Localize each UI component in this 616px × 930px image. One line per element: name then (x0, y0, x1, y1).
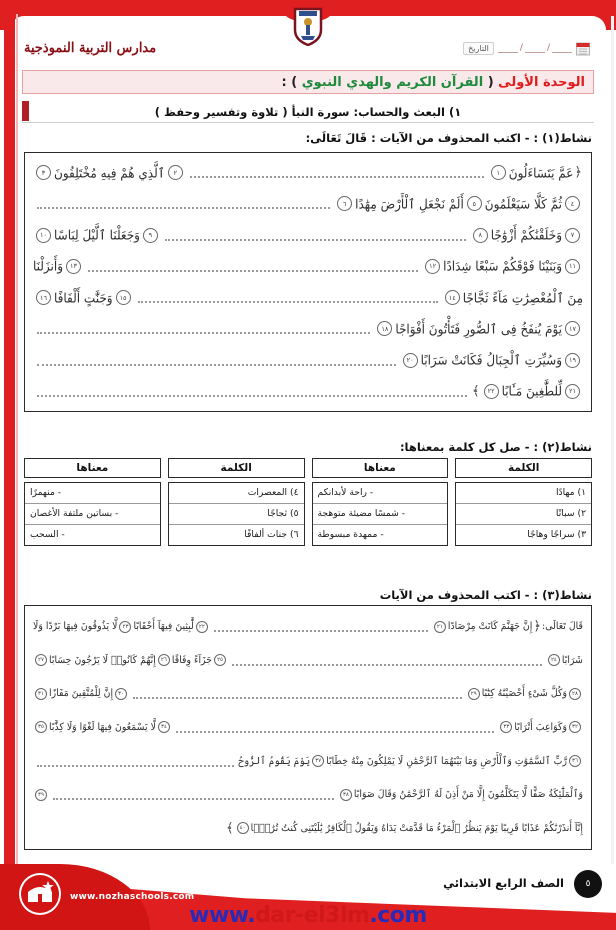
ayah-number: ١٠ (36, 228, 51, 243)
school-shield-emblem-icon (293, 6, 323, 46)
verse-line (33, 811, 583, 845)
ayah-number: ٣٣ (500, 721, 512, 733)
activity-3-label: نشاط(٣) : - اكتب المحذوف من الآيات (379, 588, 592, 602)
ayah-text: إِنَّ جَهَنَّمَ كَانَتْ مِرْصَادًا (447, 620, 533, 633)
word-cell[interactable]: ٦) جنات ألفافًا (244, 529, 299, 540)
ayah-number: ٢٧ (35, 654, 47, 666)
verse-line (33, 157, 583, 188)
ayah-text: وَكُلَّ شَىْءٍ أَحْصَيْنَٰهُ كِتَٰبًا (481, 687, 567, 700)
page-number-badge: ٥ (574, 870, 602, 898)
ayah-number: ٣٦ (569, 755, 581, 767)
answer-blank[interactable] (138, 292, 438, 303)
ayah-number: ٣٢ (569, 721, 581, 733)
ayah-text: لَّا يَذُوقُونَ فِيهَا بَرْدًا وَلَا (33, 620, 118, 633)
verse-line (33, 644, 583, 678)
ayah-number: ١٤ (445, 290, 460, 305)
lesson-red-tick (22, 101, 29, 121)
ayah-number: ١١ (565, 259, 580, 274)
activity-1-label: نشاط(١) : - اكتب المحذوف من الآيات : قَالَ تَعَالَى: (305, 131, 592, 145)
ayah-text: وَجَعَلْنَا ٱلَّيْلَ لِبَاسًا (54, 227, 140, 243)
unit-paren-close: ) (291, 74, 298, 90)
answer-blank[interactable] (37, 756, 234, 767)
word-column-body (455, 482, 592, 546)
word-column-header: الكلمة (455, 458, 592, 478)
quran-bracket: ﴿ (574, 165, 582, 181)
date-separator-2: / (519, 43, 523, 53)
ayah-number: ٣٧ (312, 755, 324, 767)
meaning-column-header: معناها (312, 458, 449, 478)
word-cell[interactable]: ٢) سباتًا (456, 504, 591, 525)
answer-blank[interactable] (37, 323, 370, 334)
meaning-column-body (24, 482, 161, 546)
verse-line (33, 376, 583, 407)
ayah-number: ١٨ (377, 321, 392, 336)
ayah-text: وَسُيِّرَتِ ٱلْجِبَالُ فَكَانَتْ سَرَابًا (420, 352, 562, 368)
verse-line (33, 220, 583, 251)
answer-blank[interactable] (190, 167, 484, 178)
ayah-text: أَلَمْ نَجْعَلِ ٱلْأَرْضَ مِهَٰدًا (355, 196, 464, 212)
ayah-number: ٢٩ (468, 688, 480, 700)
watermark-domain: dar-el3lm (255, 903, 370, 928)
ayah-text: ٱلَّذِي هُمْ فِيهِ مُخْتَلِفُونَ (54, 165, 165, 181)
ayah-number: ٤ (565, 196, 580, 211)
ayah-text: عَمَّ يَتَسَاءَلُونَ (508, 165, 574, 181)
word-cell[interactable]: ٥) ثجاجًا (169, 504, 304, 525)
verse-line (33, 744, 583, 778)
ayah-text: ثُمَّ كَلَّا سَيَعْلَمُونَ (484, 196, 562, 212)
ayah-number: ٣٠ (115, 688, 127, 700)
ayah-number: ٣٩ (35, 789, 47, 801)
ayah-number: ٢٨ (569, 688, 581, 700)
ayah-number: ٢١ (565, 384, 580, 399)
lesson-title-bar (22, 101, 594, 123)
watermark-tld: .com (369, 903, 427, 928)
ayah-number: ١ (491, 165, 506, 180)
verse-line (33, 345, 583, 376)
activity-3-verses-box (24, 605, 592, 850)
unit-colon: : (281, 74, 287, 90)
verse-line (33, 188, 583, 219)
watermark-prefix: www. (189, 903, 256, 928)
ayah-number: ٣٤ (158, 721, 170, 733)
lesson-title: ١) البعث والحساب: سورة النبأ ( تلاوة وتفسير وحفظ ) (154, 104, 462, 119)
unit-title (282, 75, 585, 90)
quran-bracket: ﴾ (226, 820, 234, 836)
activity-1-verses-box (24, 152, 592, 412)
ayah-number: ٣٥ (35, 721, 47, 733)
right-page-edge (611, 16, 614, 864)
ayah-text: وَأَنزَلْنَا (33, 258, 64, 274)
school-website-link[interactable]: www.nozhaschools.com (70, 892, 195, 902)
ayah-number: ٨ (473, 228, 488, 243)
date-separator-1: / (546, 43, 550, 53)
ayah-number: ٢٥ (214, 654, 226, 666)
ayah-number: ١٧ (565, 321, 580, 336)
ayah-number: ٦ (337, 196, 352, 211)
meaning-cell[interactable]: - شمسًا مضيئة متوهجة (313, 504, 448, 525)
answer-blank[interactable] (37, 198, 330, 209)
unit-title-bar (22, 70, 594, 94)
meaning-cell[interactable]: - منهمرًا (25, 483, 160, 504)
ayah-text: مِنَ ٱلْمُعْصِرَٰتِ مَآءً ثَجَّاجًا (462, 290, 583, 306)
matching-tables-area (24, 458, 592, 546)
unit-title-main: الوحدة الأولى (498, 74, 585, 90)
quran-bracket: ﴿ (533, 619, 542, 635)
date-month-slot[interactable] (525, 43, 545, 53)
ayah-text: قَالَ تَعَالَى: (542, 620, 583, 633)
meaning-cell[interactable]: - راحة لأبدانكم (313, 483, 448, 504)
answer-blank[interactable] (214, 621, 428, 632)
ayah-number: ٢٠ (403, 353, 418, 368)
meaning-cell[interactable]: - ممهدة مبسوطة (317, 529, 384, 540)
ayah-number: ٢١ (434, 621, 446, 633)
calendar-icon (576, 41, 590, 56)
answer-blank[interactable] (37, 355, 396, 366)
ayah-text: شَرَابًا (561, 654, 583, 667)
ayah-text: وَبَنَيْنَا فَوْقَكُمْ سَبْعًا شِدَادًا (443, 258, 562, 274)
verse-line (33, 711, 583, 745)
meaning-column-header: معناها (24, 458, 161, 478)
answer-blank[interactable] (53, 789, 334, 800)
quran-bracket: ﴾ (471, 383, 480, 399)
ayah-number: ٢٢ (484, 384, 499, 399)
ayah-number: ٣١ (35, 688, 47, 700)
answer-blank[interactable] (232, 655, 542, 666)
meaning-cell[interactable]: - بساتين ملتفة الأغصان (25, 504, 160, 525)
ayah-number: ٥ (467, 196, 482, 211)
date-year-slot[interactable] (552, 43, 572, 53)
word-column-table-left (168, 458, 305, 546)
ayah-text: إِنَّ لِلْمُتَّقِينَ مَفَازًا (49, 687, 114, 700)
verse-line (33, 778, 583, 812)
site-watermark (0, 903, 616, 928)
school-emblem (284, 2, 332, 60)
answer-blank[interactable] (165, 230, 466, 241)
ayah-text: وَٱلْمَلَٰٓئِكَةُ صَفًّا لَّا يَتَكَلَّمُونَ إِلَّا مَنْ أَذِنَ لَهُ ٱلرَّحْمَٰنُ وَقَالَ صَوَابًا (353, 788, 583, 801)
meaning-column-body (312, 482, 449, 546)
word-column-body (168, 482, 305, 546)
answer-blank[interactable] (176, 722, 494, 733)
answer-blank[interactable] (133, 688, 462, 699)
word-column-table-right (455, 458, 592, 546)
ayah-text: لِّلطَّٰغِينَ مَـَٔابًا (501, 383, 562, 399)
ayah-text: لَّٰبِثِينَ فِيهَآ أَحْقَابًا (133, 620, 194, 633)
ayah-number: ٢٦ (158, 654, 170, 666)
word-column-header: الكلمة (168, 458, 305, 478)
word-cell[interactable]: ٤) المعصرات (169, 483, 304, 504)
unit-title-green: القرآن الكريم والهدي النبوي (301, 74, 484, 90)
page-footer (0, 858, 616, 930)
meaning-column-table-right (312, 458, 449, 546)
ayah-number: ١٩ (565, 353, 580, 368)
ayah-number: ٢٢ (196, 621, 208, 633)
ayah-number: ٣ (36, 165, 51, 180)
unit-paren-open: ( (487, 74, 494, 90)
ayah-text: جَزَآءً وِفَاقًا (171, 654, 213, 667)
answer-blank[interactable] (88, 261, 418, 272)
ayah-text: يَوْمَ يُنفَخُ فِى ٱلصُّورِ فَتَأْتُونَ أَفْوَاجًا (395, 321, 562, 337)
ayah-number: ١٣ (66, 259, 81, 274)
ayah-number: ٩ (143, 228, 158, 243)
ayah-number: ٢٣ (119, 621, 131, 633)
ayah-number: ٢٤ (548, 654, 560, 666)
ayah-text: وَجَنَّٰتٍ أَلْفَافًا (54, 290, 113, 306)
verse-line (33, 610, 583, 644)
meaning-cell[interactable]: - السحب (30, 529, 65, 540)
word-cell[interactable]: ١) مهادًا (456, 483, 591, 504)
ayah-number: ٤٠ (237, 822, 249, 834)
ayah-text: رَّبِّ ٱلسَّمَٰوَٰتِ وَٱلْأَرْضِ وَمَا بَيْنَهُمَا ٱلرَّحْمَٰنِ لَا يَمْلِكُونَ مِنْهُ خِطَابًا (326, 755, 567, 767)
date-day-slot[interactable] (498, 43, 518, 53)
ayah-number: ١٥ (116, 290, 131, 305)
verse-line (33, 251, 583, 282)
activity-2-label: نشاط(٢) : - صل كل كلمة بمعناها: (399, 440, 592, 454)
verse-line (33, 313, 583, 344)
ayah-text: إِنَّهُمْ كَانُوا۟ لَا يَرْجُونَ حِسَابًا (49, 654, 156, 667)
grade-label: الصف الرابع الابتدائي (443, 876, 564, 890)
ayah-number: ٢ (168, 165, 183, 180)
ayah-number: ١٢ (425, 259, 440, 274)
ayah-text: وَكَوَاعِبَ أَتْرَابًا (514, 721, 567, 734)
word-cell[interactable]: ٣) سراجًا وهاجًا (527, 529, 586, 540)
ayah-number: ١٦ (36, 290, 51, 305)
verse-line (33, 282, 583, 313)
date-field[interactable] (463, 41, 592, 56)
date-label: التاريخ (463, 42, 494, 55)
left-red-stripe (4, 14, 15, 875)
ayah-number: ٣٨ (340, 789, 352, 801)
ayah-text: وَخَلَقْنَٰكُمْ أَزْوَٰجًا (490, 227, 562, 243)
date-input-slots[interactable] (498, 43, 572, 53)
answer-blank[interactable] (37, 386, 467, 397)
ayah-text: إِنَّآ أَنذَرْنَٰكُمْ عَذَابًا قَرِيبًا يَوْمَ يَنظُرُ ٱلْمَرْءُ مَا قَدَّمَتْ يَدَاهُ وَيَقُولُ ٱلْكَافِرُ يَٰلَيْتَنِى كُنتُ تُرَٰبًۢا (250, 822, 583, 835)
left-pink-stripe (16, 14, 18, 875)
school-name: مدارس التربية النموذجية (24, 40, 157, 56)
verse-line (33, 677, 583, 711)
meaning-column-table-left (24, 458, 161, 546)
ayah-text: لَّا يَسْمَعُونَ فِيهَا لَغْوًا وَلَا كِذَّٰبًا (49, 721, 156, 734)
ayah-text: يَوْمَ يَقُومُ ٱلرُّوحُ (238, 755, 311, 767)
ayah-number: ٧ (565, 228, 580, 243)
